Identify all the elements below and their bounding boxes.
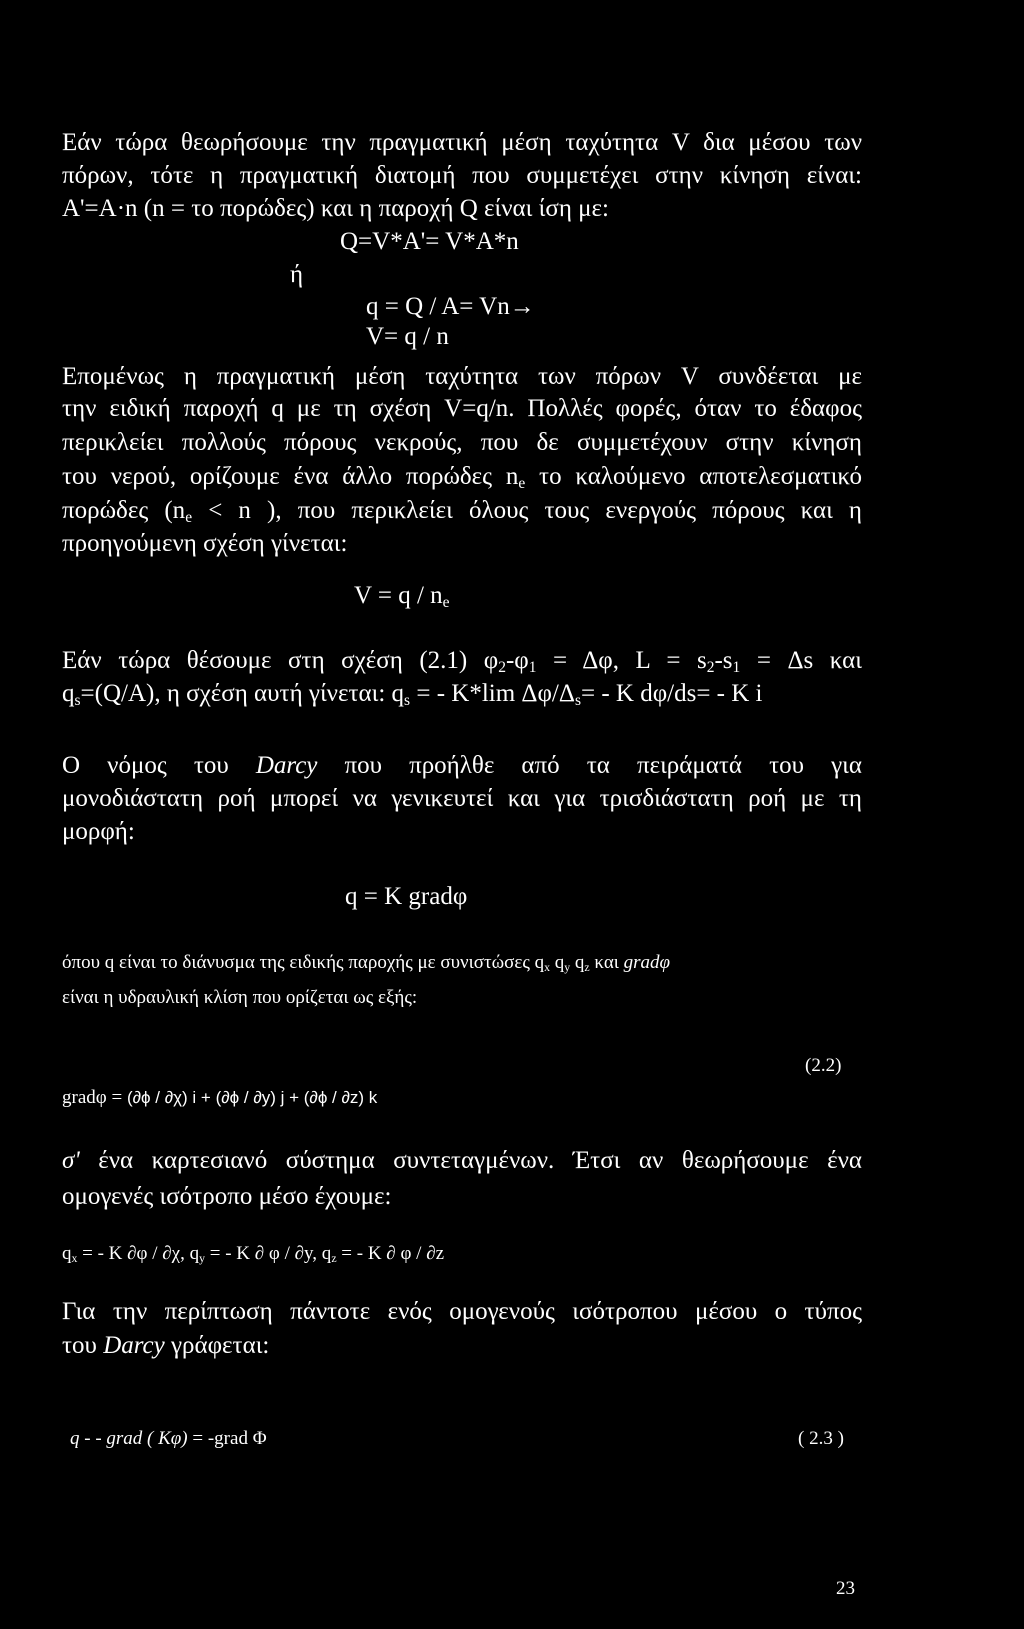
- equation-q-total: Q=V*A'= V*A*n: [340, 228, 519, 255]
- paragraph-2-line-5: πορώδες ($n_e < n$ ), που περικλείει όλους τους ενεργούς πόρους και η: [62, 497, 863, 526]
- page-number: 23: [836, 1578, 855, 1599]
- paragraph-6-line-2: ομογενές ισότροπο μέσο έχουμε:: [62, 1183, 392, 1210]
- equation-number-2-2: (2.2): [805, 1055, 842, 1076]
- paragraph-4-line-1: Ο νόμος του Darcy που προήλθε από τα πειράματά του για: [62, 752, 862, 779]
- paragraph-6-line-1: σ' ένα καρτεσιανό σύστημα συντεταγμένων. Έτσι αν θεωρήσουμε ένα: [62, 1147, 862, 1174]
- paragraph-5-line-2: είναι η υδραυλική κλίση που ορίζεται ως εξής:: [62, 987, 418, 1008]
- paragraph-5-line-1: όπου q είναι το διάνυσμα της ειδικής παροχής με συνιστώσες $q_x$ $q_y$ $q_z$ και gradφ: [62, 952, 671, 974]
- equation-effective-velocity: $V = q / n_e$: [354, 582, 450, 611]
- paragraph-7-line-2: του Darcy γράφεται:: [62, 1332, 270, 1359]
- paragraph-3-line-1: Εάν τώρα θέσουμε στη σχέση (2.1) $\varphi_2-\varphi_1 = \Delta\varphi$, $L = s_2-s_1 = \Delta s$ και: [62, 647, 862, 676]
- equation-darcy-vector: q = K gradφ: [345, 883, 468, 910]
- or-word: ή: [290, 261, 304, 288]
- equation-gradient: gradφ = (∂ϕ / ∂χ) i + (∂ϕ / ∂y) j + (∂ϕ / ∂z) k: [62, 1087, 378, 1108]
- equation-velocity: V= q / n: [366, 323, 449, 350]
- paragraph-4-line-3: μορφή:: [62, 818, 135, 845]
- paragraph-1-line-2: πόρων, τότε η πραγματική διατομή που συμμετέχει στην κίνηση είναι:: [62, 162, 862, 189]
- equation-potential: q - - grad ( Kφ) = -grad Φ: [70, 1428, 267, 1449]
- paragraph-7-line-1: Για την περίπτωση πάντοτε ενός ομογενούς ισότροπου μέσου ο τύπος: [62, 1298, 862, 1325]
- paragraph-2-line-1: Επομένως η πραγματική μέση ταχύτητα των πόρων V συνδέεται με: [62, 363, 862, 390]
- paragraph-3-line-2: $q_s=(Q/A)$, η σχέση αυτή γίνεται: $q_s$ = - K*lim $\Delta\varphi/\Delta_s= - K$ dφ/ds= - K i: [62, 680, 763, 709]
- equation-number-2-3: ( 2.3 ): [798, 1428, 844, 1449]
- equation-specific-discharge: q = Q / A= Vn→: [366, 293, 535, 320]
- paragraph-2-line-2: την ειδική παροχή q με τη σχέση V=q/n. Πολλές φορές, όταν το έδαφος: [62, 395, 862, 422]
- equation-components: $q_x$ = - K ∂φ / ∂χ, $q_y$ = - K ∂ φ / ∂y, $q_z$ = - K ∂ φ / ∂z: [62, 1243, 445, 1265]
- paragraph-1-line-1: Εάν τώρα θεωρήσουμε την πραγματική μέση ταχύτητα V δια μέσου των: [62, 129, 862, 156]
- paragraph-2-line-6: προηγούμενη σχέση γίνεται:: [62, 530, 348, 557]
- paragraph-2-line-4: του νερού, ορίζουμε ένα άλλο πορώδες $n_e$ το καλούμενο αποτελεσματικό: [62, 463, 862, 492]
- paragraph-4-line-2: μονοδιάστατη ροή μπορεί να γενικευτεί και για τρισδιάστατη ροή με τη: [62, 785, 862, 812]
- paragraph-2-line-3: περικλείει πολλούς πόρους νεκρούς, που δε συμμετέχουν στην κίνηση: [62, 429, 862, 456]
- paragraph-1-line-3: A'=A·n (n = το πορώδες) και η παροχή Q είναι ίση με:: [62, 195, 609, 222]
